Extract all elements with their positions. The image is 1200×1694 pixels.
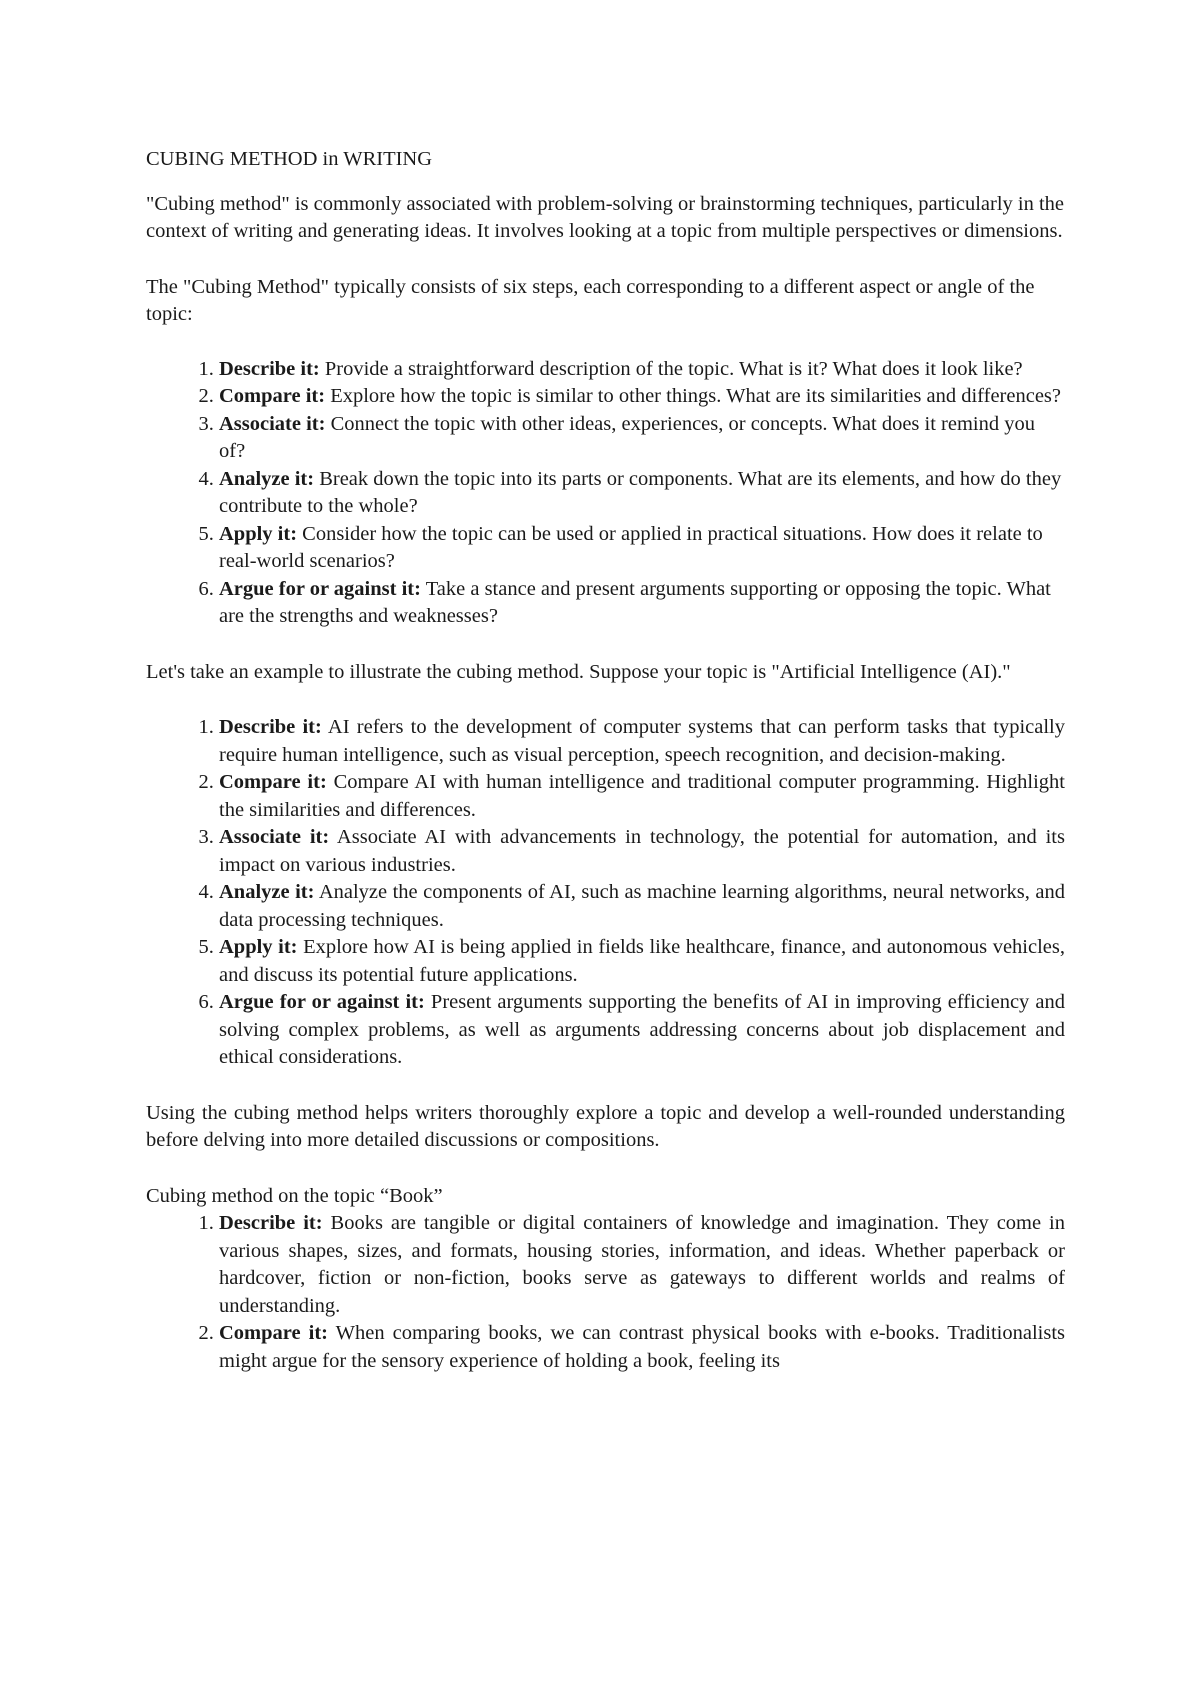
step-label: Analyze it: [219, 881, 315, 903]
step-text: Explore how the topic is similar to other things. What are its similarities and differences? [325, 385, 1062, 407]
step-label: Analyze it: [219, 467, 315, 490]
list-item [219, 576, 1065, 631]
step-label: Compare it: [219, 385, 326, 407]
document-title: CUBING METHOD in WRITING [146, 148, 433, 170]
list-item [219, 356, 1065, 384]
list-item [219, 934, 1065, 989]
step-label: Associate it: [219, 412, 326, 435]
list-item [219, 1320, 1065, 1375]
list-item [219, 714, 1065, 769]
step-text: Compare AI with human intelligence and traditional computer programming. Highlight the similarities and differences. [219, 771, 1065, 821]
conclusion-paragraph: Using the cubing method helps writers thoroughly explore a topic and develop a well-rounded understanding before delving into more detailed discussions or compositions. [146, 1101, 1065, 1151]
step-text: Explore how AI is being applied in fields like healthcare, finance, and autonomous vehicles, and discuss its potential future applications. [219, 936, 1065, 986]
step-text: Present arguments supporting the benefits of AI in improving efficiency and solving complex problems, as well as arguments addressing concerns about job displacement and ethical considerations. [219, 991, 1066, 1068]
step-label: Apply it: [219, 522, 298, 545]
steps-intro-paragraph: The "Cubing Method" typically consists of six steps, each corresponding to a different aspect or angle of the topic: [146, 275, 1035, 325]
step-label: Describe it: [219, 716, 322, 738]
step-text: Analyze the components of AI, such as machine learning algorithms, neural networks, and data processing techniques. [219, 881, 1065, 931]
step-text: Break down the topic into its parts or components. What are its elements, and how do they contribute to the whole? [219, 467, 1062, 517]
list-item [219, 824, 1065, 879]
list-item [219, 521, 1065, 576]
step-text: Consider how the topic can be used or applied in practical situations. How does it relate to real-world scenarios? [219, 522, 1043, 572]
step-text: Provide a straightforward description of the topic. What is it? What does it look like? [319, 357, 1023, 380]
example-intro-paragraph: Let's take an example to illustrate the cubing method. Suppose your topic is "Artificial Intelligence (AI)." [146, 660, 1011, 683]
intro-paragraph: "Cubing method" is commonly associated with problem-solving or brainstorming techniques, particularly in the context of writing and generating ideas. It involves looking at a topic from multiple perspectives or dimensions. [146, 192, 1065, 242]
list-item [219, 411, 1065, 466]
list-item [219, 879, 1065, 934]
ai-steps-list [146, 714, 1065, 1072]
book-intro-heading: Cubing method on the topic “Book” [146, 1184, 443, 1207]
step-label: Compare it: [219, 1322, 328, 1344]
step-label: Describe it: [219, 1212, 323, 1234]
step-label: Compare it: [219, 771, 327, 793]
step-label: Apply it: [219, 936, 298, 958]
cubing-steps-list [146, 356, 1065, 631]
step-label: Describe it: [219, 357, 320, 380]
step-label: Argue for or against it: [219, 577, 421, 600]
book-steps-list [146, 1210, 1065, 1375]
step-text: Books are tangible or digital containers of knowledge and imagination. They come in various shapes, sizes, and formats, housing stories, information, and ideas. Whether paperback or hardcover, fiction or non-fiction, books serve as gateways to different worlds and realms of understanding. [219, 1212, 1065, 1317]
step-text: Connect the topic with other ideas, experiences, or concepts. What does it remind you of? [219, 412, 1035, 462]
step-label: Argue for or against it: [219, 991, 425, 1013]
list-item [219, 1210, 1065, 1320]
step-text: When comparing books, we can contrast physical books with e-books. Traditionalists might argue for the sensory experience of holding a book, feeling its [219, 1322, 1065, 1372]
step-text: Associate AI with advancements in technology, the potential for automation, and its impact on various industries. [219, 826, 1065, 876]
list-item [219, 769, 1065, 824]
step-label: Associate it: [219, 826, 330, 848]
list-item [219, 989, 1065, 1072]
list-item [219, 383, 1065, 411]
step-text: Take a stance and present arguments supporting or opposing the topic. What are the strengths and weaknesses? [219, 577, 1051, 627]
document-body [146, 146, 1065, 1375]
step-text: AI refers to the development of computer systems that can perform tasks that typically require human intelligence, such as visual perception, speech recognition, and decision-making. [219, 716, 1065, 766]
list-item [219, 466, 1065, 521]
